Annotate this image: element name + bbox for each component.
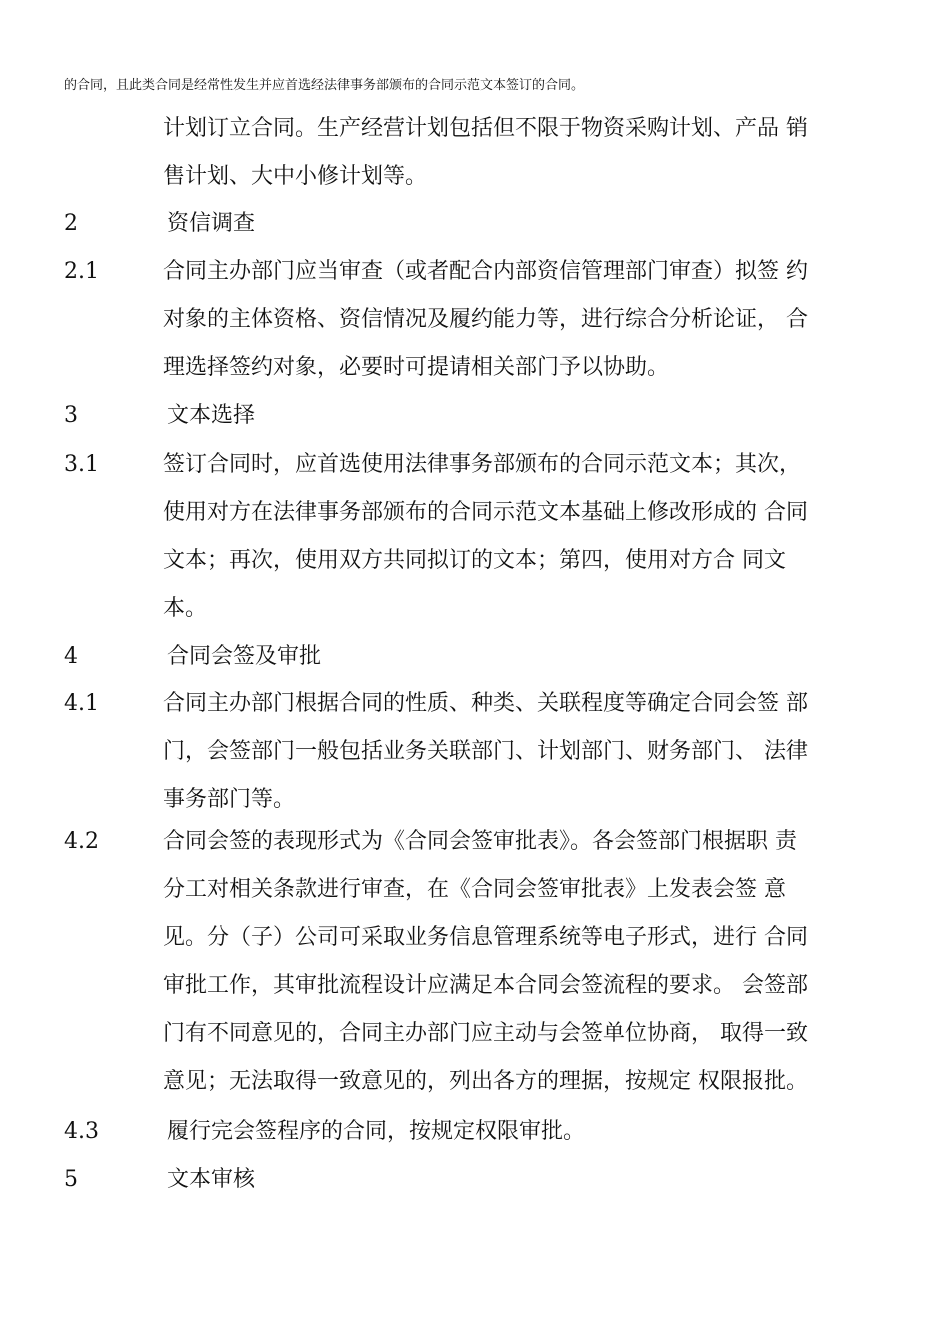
clause-number: 4.2 xyxy=(64,829,99,854)
section-title xyxy=(167,200,902,248)
section-title xyxy=(167,633,902,681)
clause-number: 4.1 xyxy=(64,691,99,716)
clause-text xyxy=(163,441,898,633)
text-line: 见。分（子）公司可采取业务信息管理系统等电子形式，进行 合同 xyxy=(163,925,808,950)
text-line: 资信调查 xyxy=(167,211,256,236)
text-line: 理选择签约对象，必要时可提请相关部门予以协助。 xyxy=(163,355,670,380)
text-line: 意见；无法取得一致意见的，列出各方的理据，按规定 权限报批。 xyxy=(163,1069,808,1094)
text-line: 计划订立合同。生产经营计划包括但不限于物资采购计划、产品 销 xyxy=(163,116,808,141)
section-number: 3 xyxy=(64,403,78,428)
clause-number: 2.1 xyxy=(64,259,99,284)
text-line: 分工对相关条款进行审查，在《合同会签审批表》上发表会签 意 xyxy=(163,877,786,902)
clause-text xyxy=(167,1108,902,1156)
text-line: 合同会签及审批 xyxy=(167,644,322,669)
text-line: 文本审核 xyxy=(167,1167,256,1192)
text-line: 售计划、大中小修计划等。 xyxy=(163,164,428,189)
clause-text xyxy=(163,818,898,1106)
clause-text xyxy=(163,680,898,824)
text-line: 对象的主体资格、资信情况及履约能力等，进行综合分析论证， 合 xyxy=(163,307,808,332)
header-note: 的合同，且此类合同是经常性发生并应首选经法律事务部颁布的合同示范文本签订的合同。 xyxy=(64,78,585,93)
text-line: 文本；再次，使用双方共同拟订的文本；第四，使用对方合 同文 xyxy=(163,548,786,573)
clause-number: 4.3 xyxy=(64,1119,99,1144)
text-line: 合同会签的表现形式为《合同会签审批表》。各会签部门根据职 责 xyxy=(163,829,797,854)
clause-number: 3.1 xyxy=(64,452,99,477)
paragraph-text xyxy=(163,105,898,201)
text-line: 门，会签部门一般包括业务关联部门、计划部门、财务部门、 法律 xyxy=(163,739,808,764)
section-number: 4 xyxy=(64,644,78,669)
text-line: 审批工作，其审批流程设计应满足本合同会签流程的要求。 会签部 xyxy=(163,973,808,998)
text-line: 文本选择 xyxy=(167,403,256,428)
section-title xyxy=(167,392,902,440)
clause-text xyxy=(163,248,898,392)
text-line: 本。 xyxy=(163,596,208,621)
text-line: 履行完会签程序的合同，按规定权限审批。 xyxy=(167,1119,586,1144)
section-number: 5 xyxy=(64,1167,78,1192)
section-number: 2 xyxy=(64,211,78,236)
text-line: 门有不同意见的，合同主办部门应主动与会签单位协商， 取得一致 xyxy=(163,1021,808,1046)
section-title xyxy=(167,1156,902,1204)
text-line: 事务部门等。 xyxy=(163,787,296,812)
text-line: 使用对方在法律事务部颁布的合同示范文本基础上修改形成的 合同 xyxy=(163,500,808,525)
text-line: 签订合同时，应首选使用法律事务部颁布的合同示范文本；其次， xyxy=(163,452,802,477)
text-line: 合同主办部门应当审查（或者配合内部资信管理部门审查）拟签 约 xyxy=(163,259,808,284)
text-line: 合同主办部门根据合同的性质、种类、关联程度等确定合同会签 部 xyxy=(163,691,808,716)
